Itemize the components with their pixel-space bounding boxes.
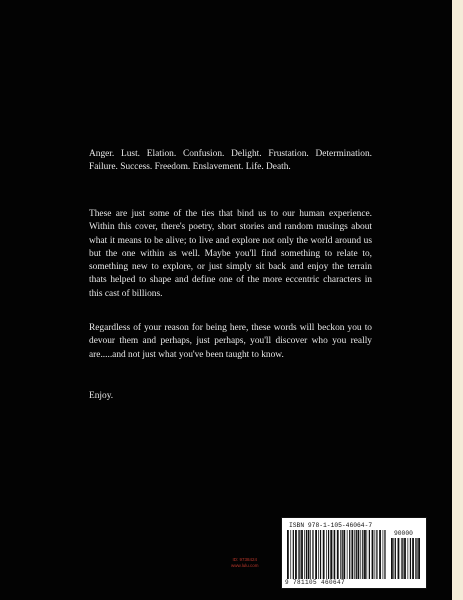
barcode-stripe: [398, 538, 400, 579]
barcode-stripe: [337, 530, 339, 579]
emotions-paragraph: Anger. Lust. Elation. Confusion. Delight. Frustation. Determination. Failure. Success. Freedom. Enslavement. Life. Death.: [89, 149, 372, 173]
barcode-stripe: [354, 530, 355, 579]
barcode-stripe: [415, 538, 416, 579]
barcode-stripe: [315, 530, 317, 579]
barcode-stripe: [372, 530, 374, 579]
barcode-stripe: [383, 530, 384, 579]
barcode-stripe: [360, 530, 361, 579]
barcode-stripe: [376, 530, 377, 579]
barcode-stripe: [402, 538, 403, 579]
invitation-paragraph: Regardless of your reason for being here, these words will beckon you to devour them and perhaps, just perhaps, you'll discover who you really are.....and not just what you've been taught to know.: [89, 323, 372, 360]
page-edge: [452, 0, 463, 600]
printer-mark: [231, 557, 259, 568]
barcode-stripe: [306, 530, 307, 579]
barcode-digits: 9 781105 460647: [285, 579, 346, 586]
barcode-stripe: [384, 530, 385, 579]
barcode-stripe: [379, 530, 381, 579]
barcode-stripe: [301, 530, 303, 579]
printer-site: www.lulu.com: [231, 562, 259, 568]
barcode-stripe: [328, 530, 329, 579]
barcode-stripe: [362, 530, 363, 579]
barcode-stripe: [416, 538, 417, 579]
barcode-addon-bars: [391, 538, 421, 579]
barcode-stripe: [351, 530, 353, 579]
barcode-stripe: [334, 530, 335, 579]
barcode-stripe: [408, 538, 409, 579]
barcode-stripe: [304, 530, 305, 579]
barcode-stripe: [318, 530, 319, 579]
barcode-stripe: [298, 530, 299, 579]
barcode-stripe: [349, 530, 350, 579]
barcode-stripe: [369, 530, 370, 579]
barcode-stripe: [412, 538, 414, 579]
barcode-stripe: [333, 530, 334, 579]
printer-id: ID: 9738424: [232, 557, 258, 562]
barcode-stripe: [295, 530, 297, 579]
barcode-stripe: [410, 538, 411, 579]
barcode-stripe: [343, 530, 345, 579]
closing-line: Enjoy.: [89, 391, 114, 401]
description-paragraph: These are just some of the ties that bind us to our human experience. Within this cover, there's poetry, short stories and random musings about what it means to be alive; to live and explore not only the world around us but the one within as well. Maybe you'll find something to relate to, something new to explore, or just simply sit back and enjoy the terrain thats helped to shape and define one of the more eccentric characters in this cast of billions.: [89, 209, 372, 299]
barcode-stripe: [401, 538, 402, 579]
barcode-stripe: [290, 530, 291, 579]
barcode-stripe: [418, 538, 420, 579]
barcode-stripe: [312, 530, 313, 579]
barcode-stripe: [347, 530, 348, 579]
barcode-stripe: [299, 530, 300, 579]
barcode-stripe: [395, 538, 396, 579]
isbn-label: ISBN 978-1-105-46064-7: [289, 522, 373, 529]
barcode-stripe: [358, 530, 360, 579]
barcode-addon-label: 90000: [394, 530, 413, 537]
barcode-stripe: [293, 530, 294, 579]
barcode-stripe: [326, 530, 327, 579]
barcode-stripe: [320, 530, 321, 579]
barcode-stripe: [366, 530, 367, 579]
barcode-stripe: [330, 530, 332, 579]
barcode-stripe: [364, 530, 366, 579]
barcode-stripe: [310, 530, 311, 579]
barcode-stripe: [356, 530, 357, 579]
barcode-stripe: [340, 530, 341, 579]
barcode-stripe: [308, 530, 310, 579]
barcode-stripe: [391, 538, 393, 579]
barcode-stripe: [323, 530, 325, 579]
barcode-bars: [287, 530, 387, 579]
barcode-stripe: [342, 530, 343, 579]
isbn-barcode: [281, 517, 427, 589]
barcode-stripe: [393, 538, 394, 579]
barcode-stripe: [287, 530, 289, 579]
barcode-stripe: [375, 530, 376, 579]
barcode-stripe: [404, 538, 406, 579]
